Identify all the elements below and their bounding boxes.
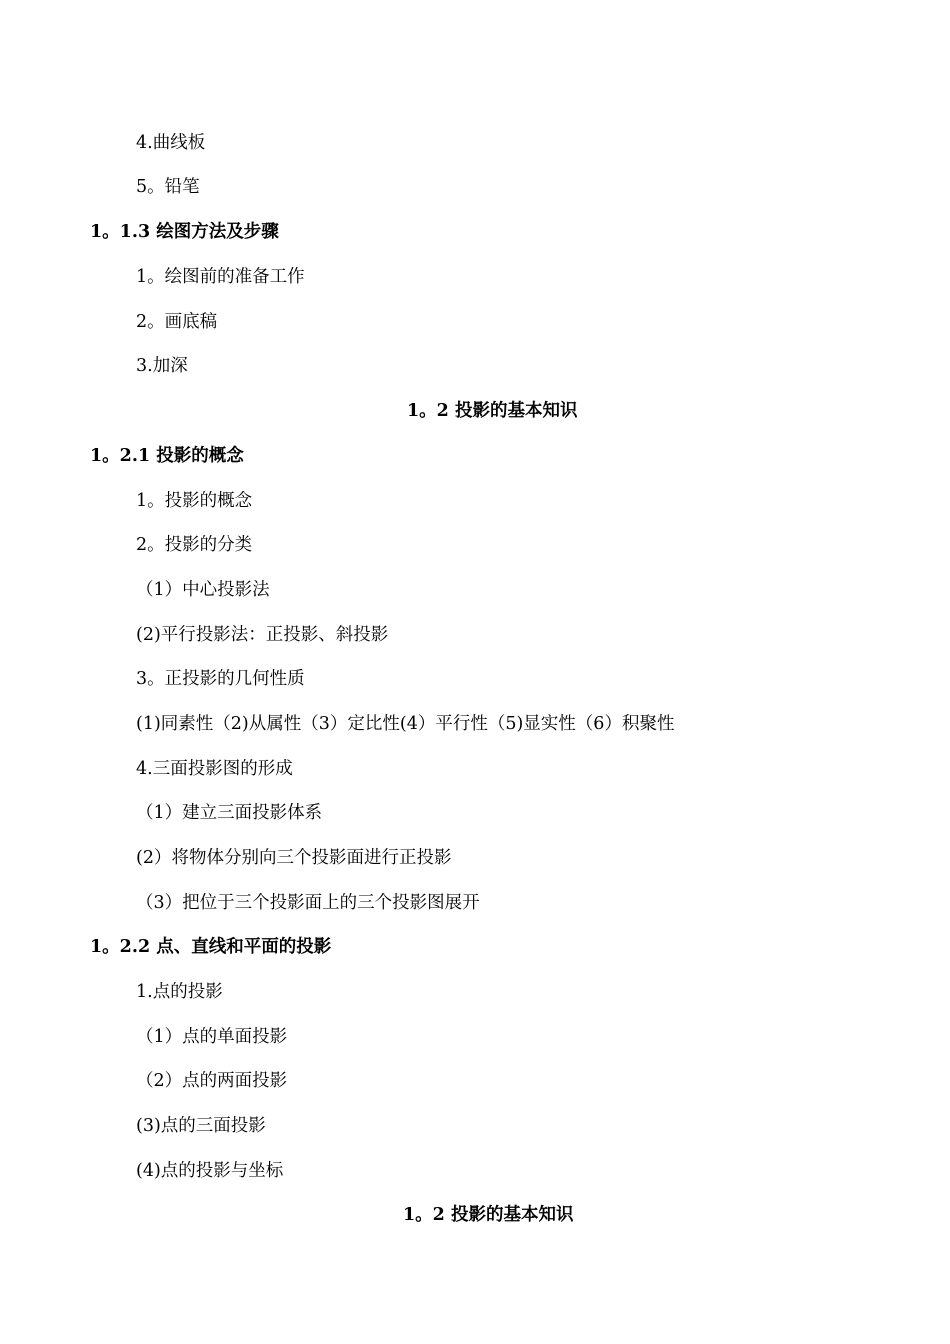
list-item: 1。投影的概念	[136, 491, 253, 511]
list-item: 3.加深	[136, 356, 188, 376]
list-item: 5。铅笔	[136, 177, 200, 197]
section-heading: 1。2.1 投影的概念	[90, 446, 244, 466]
list-item: 2。画底稿	[136, 312, 218, 332]
chapter-title: 1。2 投影的基本知识	[407, 401, 578, 421]
list-item: (2)平行投影法：正投影、斜投影	[136, 625, 389, 645]
chapter-title: 1。2 投影的基本知识	[403, 1205, 574, 1225]
list-item: （1）中心投影法	[136, 580, 270, 600]
list-item: （1）点的单面投影	[136, 1027, 288, 1047]
list-item: (2）将物体分别向三个投影面进行正投影	[136, 848, 452, 868]
list-item: 3。正投影的几何性质	[136, 669, 305, 689]
list-item: （3）把位于三个投影面上的三个投影图展开	[136, 893, 480, 913]
list-item: 1.点的投影	[136, 982, 223, 1002]
section-heading: 1。2.2 点、直线和平面的投影	[90, 937, 332, 957]
list-item: (1)同素性（2)从属性（3）定比性(4）平行性（5)显实性（6）积聚性	[136, 714, 675, 734]
list-item: （1）建立三面投影体系	[136, 803, 323, 823]
list-item: 4.曲线板	[136, 133, 206, 153]
list-item: (3)点的三面投影	[136, 1116, 266, 1136]
list-item: 4.三面投影图的形成	[136, 759, 293, 779]
list-item: (4)点的投影与坐标	[136, 1161, 284, 1181]
list-item: （2）点的两面投影	[136, 1071, 288, 1091]
section-heading: 1。1.3 绘图方法及步骤	[90, 222, 279, 242]
list-item: 1。绘图前的准备工作	[136, 267, 305, 287]
list-item: 2。投影的分类	[136, 535, 253, 555]
